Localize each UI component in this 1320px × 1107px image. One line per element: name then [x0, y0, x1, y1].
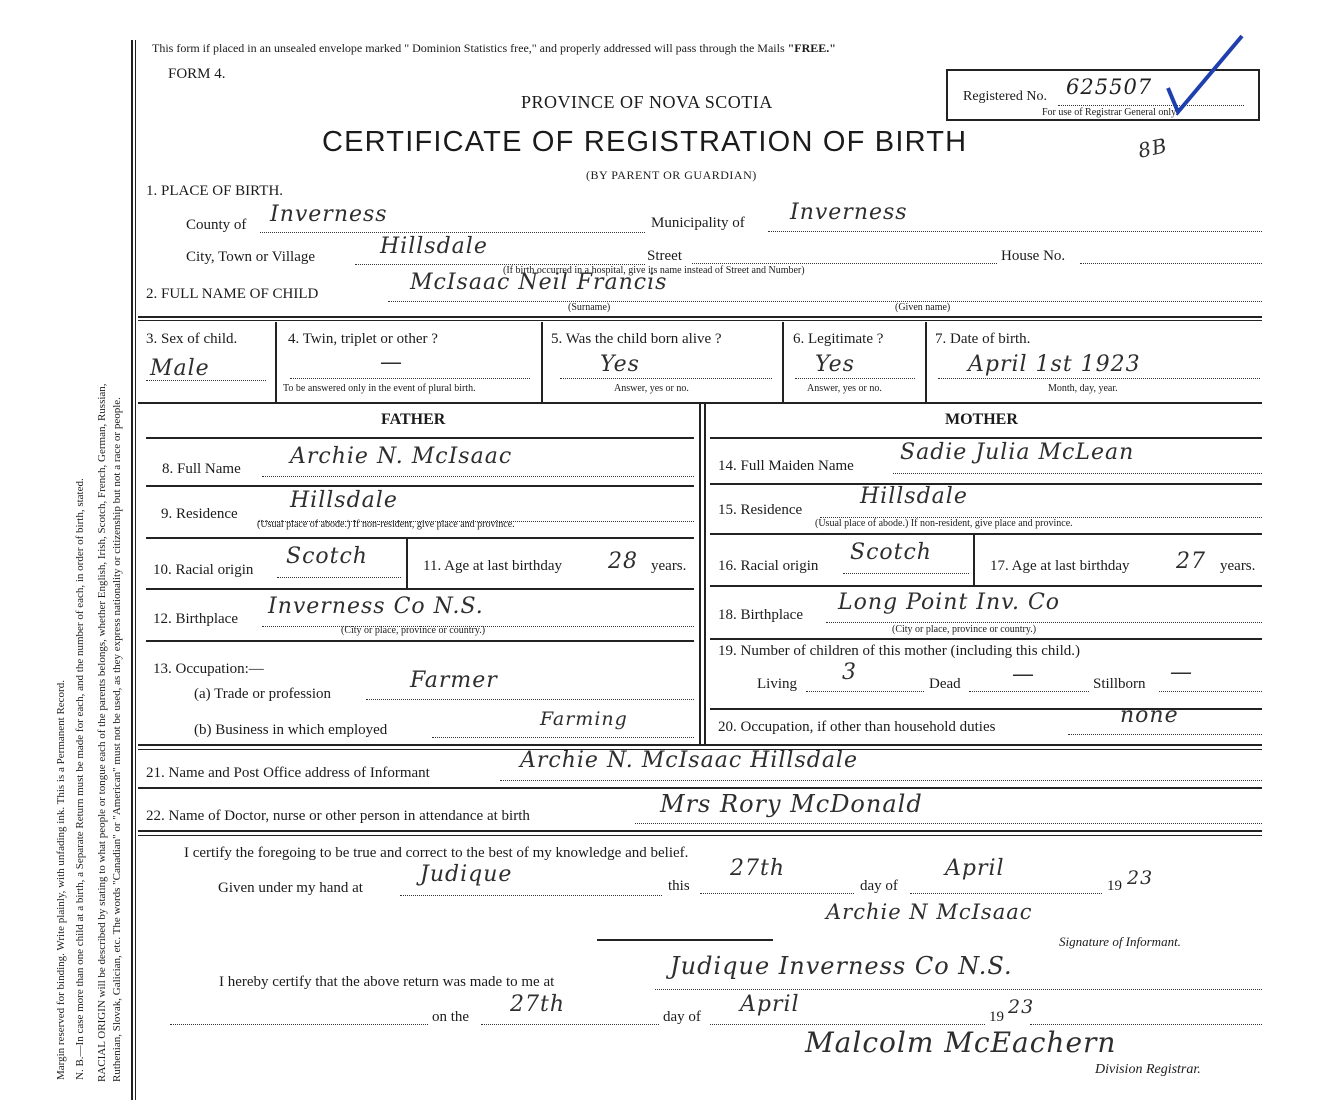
informant-label: 21. Name and Post Office address of Informant — [146, 765, 430, 781]
mother-race-value: Scotch — [850, 540, 932, 565]
given-name-note: (Given name) — [895, 302, 951, 313]
mother-heading: MOTHER — [945, 411, 1018, 428]
father-age-years: years. — [651, 558, 687, 574]
municipality-label: Municipality of — [651, 215, 745, 231]
father-race-value: Scotch — [286, 544, 368, 569]
certify-statement: I certify the foregoing to be true and correct to the best of my knowledge and belief. — [184, 845, 689, 861]
twin-label: 4. Twin, triplet or other ? — [288, 331, 438, 347]
child-name-label: 2. FULL NAME OF CHILD — [146, 286, 319, 302]
stillborn-label: Stillborn — [1093, 676, 1146, 692]
twin-note: To be answered only in the event of plural birth. — [283, 383, 476, 394]
municipality-value: Inverness — [790, 200, 908, 225]
registrar-year-value: 23 — [1008, 996, 1035, 1018]
legitimate-label: 6. Legitimate ? — [793, 331, 884, 347]
mother-residence-note: (Usual place of abode.) If non-resident, give place and province. — [815, 518, 1073, 529]
dob-note: Month, day, year. — [1048, 383, 1118, 394]
margin-note-multiple-births: N. B.—In case more than one child at a birth, a Separate Return must be made for each, and the number of each, in order of birth, stated. — [74, 478, 86, 1080]
father-birthplace-label: 12. Birthplace — [153, 611, 238, 627]
form-left-border-inner — [135, 40, 136, 1100]
mother-birthplace-value: Long Point Inv. Co — [838, 590, 1061, 615]
mother-age-value: 27 — [1176, 549, 1206, 574]
city-label: City, Town or Village — [186, 249, 316, 265]
informant-signature: Archie N McIsaac — [826, 900, 1033, 924]
mother-children-label: 19. Number of children of this mother (including this child.) — [718, 643, 1081, 659]
child-name-value: McIsaac Neil Francis — [410, 270, 668, 295]
mother-race-label: 16. Racial origin — [718, 558, 819, 574]
street-label: Street — [647, 248, 682, 264]
on-the-label: on the — [432, 1009, 470, 1025]
hospital-note: (If birth occurred in a hospital, give its name instead of Street and Number) — [503, 265, 805, 276]
father-age-value: 28 — [608, 549, 638, 574]
given-under-label: Given under my hand at — [218, 880, 363, 896]
day-of-label: day of — [860, 878, 898, 894]
informant-value: Archie N. McIsaac Hillsdale — [520, 748, 858, 773]
place-of-birth-heading: 1. PLACE OF BIRTH. — [146, 183, 284, 199]
legitimate-note: Answer, yes or no. — [807, 383, 882, 394]
given-year-value: 23 — [1127, 867, 1154, 889]
alive-label: 5. Was the child born alive ? — [551, 331, 722, 347]
father-occupation-label: 13. Occupation:— — [153, 661, 264, 677]
registrar-place-value: Judique Inverness Co N.S. — [670, 952, 1013, 980]
form-number: FORM 4. — [168, 66, 226, 82]
father-trade-value: Farmer — [410, 668, 498, 693]
registered-label: Registered No. — [963, 89, 1047, 104]
mother-occupation-label: 20. Occupation, if other than household duties — [718, 719, 996, 735]
given-year-prefix: 19 — [1107, 878, 1122, 894]
surname-note: (Surname) — [568, 302, 611, 313]
mother-age-label: 17. Age at last birthday — [990, 558, 1130, 574]
county-label: County of — [186, 217, 247, 233]
father-business-value: Farming — [540, 708, 628, 730]
dead-label: Dead — [929, 676, 961, 692]
given-month-value: April — [945, 856, 1005, 881]
registrar-caption: Division Registrar. — [1095, 1062, 1201, 1077]
twin-value: — — [380, 350, 403, 375]
registrar-month-value: April — [740, 992, 800, 1017]
house-number-label: House No. — [1001, 248, 1066, 264]
county-value: Inverness — [270, 202, 388, 227]
given-day-value: 27th — [730, 856, 786, 881]
given-place-value: Judique — [420, 862, 513, 887]
father-name-value: Archie N. McIsaac — [290, 444, 513, 469]
form-left-border — [131, 40, 133, 1100]
mother-birthplace-label: 18. Birthplace — [718, 607, 803, 623]
registrar-note: For use of Registrar General only. — [1042, 107, 1178, 118]
father-trade-label: (a) Trade or profession — [194, 686, 332, 702]
mother-occupation-value: none — [1120, 703, 1179, 728]
alive-value: Yes — [600, 352, 640, 377]
father-residence-label: 9. Residence — [161, 506, 238, 522]
this-label: this — [668, 878, 690, 894]
registrar-day-of-label: day of — [663, 1009, 701, 1025]
stillborn-value: — — [1170, 660, 1193, 685]
father-residence-value: Hillsdale — [290, 488, 398, 513]
sex-label: 3. Sex of child. — [146, 331, 238, 347]
registrar-day-value: 27th — [510, 992, 566, 1017]
registrar-certify-label: I hereby certify that the above return was made to me at — [219, 974, 555, 990]
dead-value: — — [1012, 662, 1035, 687]
mother-name-value: Sadie Julia McLean — [900, 440, 1135, 465]
registrar-year-prefix: 19 — [989, 1009, 1004, 1025]
informant-signature-caption: Signature of Informant. — [1059, 934, 1181, 949]
mail-notice: This form if placed in an unsealed envelope marked " Dominion Statistics free," and properly addressed will pass through the Mails "FREE." — [152, 41, 836, 55]
legitimate-value: Yes — [815, 352, 855, 377]
dob-value: April 1st 1923 — [968, 352, 1141, 377]
mother-residence-label: 15. Residence — [718, 502, 803, 518]
doctor-label: 22. Name of Doctor, nurse or other person in attendance at birth — [146, 808, 530, 824]
father-residence-note: (Usual place of abode.) If non-resident, give place and province. — [257, 519, 515, 530]
living-label: Living — [757, 676, 797, 692]
certificate-title: CERTIFICATE OF REGISTRATION OF BIRTH — [322, 126, 968, 158]
margin-note-binding: Margin reserved for binding. Write plainly, with unfading ink. This is a Permanent Record. — [55, 680, 67, 1080]
dob-label: 7. Date of birth. — [935, 331, 1031, 347]
father-heading: FATHER — [381, 411, 446, 428]
certificate-subtitle: (BY PARENT OR GUARDIAN) — [586, 168, 757, 182]
registered-number: 625507 — [1066, 75, 1153, 99]
registrar-signature: Malcolm McEachern — [805, 1026, 1117, 1059]
father-name-label: 8. Full Name — [162, 461, 241, 477]
father-business-label: (b) Business in which employed — [194, 722, 388, 738]
mother-residence-value: Hillsdale — [860, 484, 968, 509]
doctor-value: Mrs Rory McDonald — [660, 790, 923, 818]
sex-value: Male — [150, 356, 210, 381]
father-age-label: 11. Age at last birthday — [423, 558, 562, 574]
province-heading: PROVINCE OF NOVA SCOTIA — [521, 92, 773, 112]
father-race-label: 10. Racial origin — [153, 562, 254, 578]
father-birthplace-note: (City or place, province or country.) — [341, 625, 486, 636]
corner-mark: 8B — [1135, 133, 1170, 163]
margin-note-racial-origin-1: RACIAL ORIGIN will be described by stating to what people or tongue each of the parents belongs, whether English, Irish, Scotch, French, German, Russian, — [96, 383, 108, 1082]
mother-age-years: years. — [1220, 558, 1256, 574]
blue-check-mark — [1160, 30, 1250, 120]
father-birthplace-value: Inverness Co N.S. — [268, 594, 484, 619]
alive-note: Answer, yes or no. — [614, 383, 689, 394]
city-value: Hillsdale — [380, 234, 488, 259]
living-value: 3 — [842, 660, 857, 685]
margin-note-racial-origin-2: Ruthenian, Slovak, Galician, etc. The words "Canadian" or "American" must not be used, as they express nationality or citizenship but not a race or people. — [111, 397, 123, 1082]
mother-name-label: 14. Full Maiden Name — [718, 458, 854, 474]
mother-birthplace-note: (City or place, province or country.) — [892, 624, 1037, 635]
